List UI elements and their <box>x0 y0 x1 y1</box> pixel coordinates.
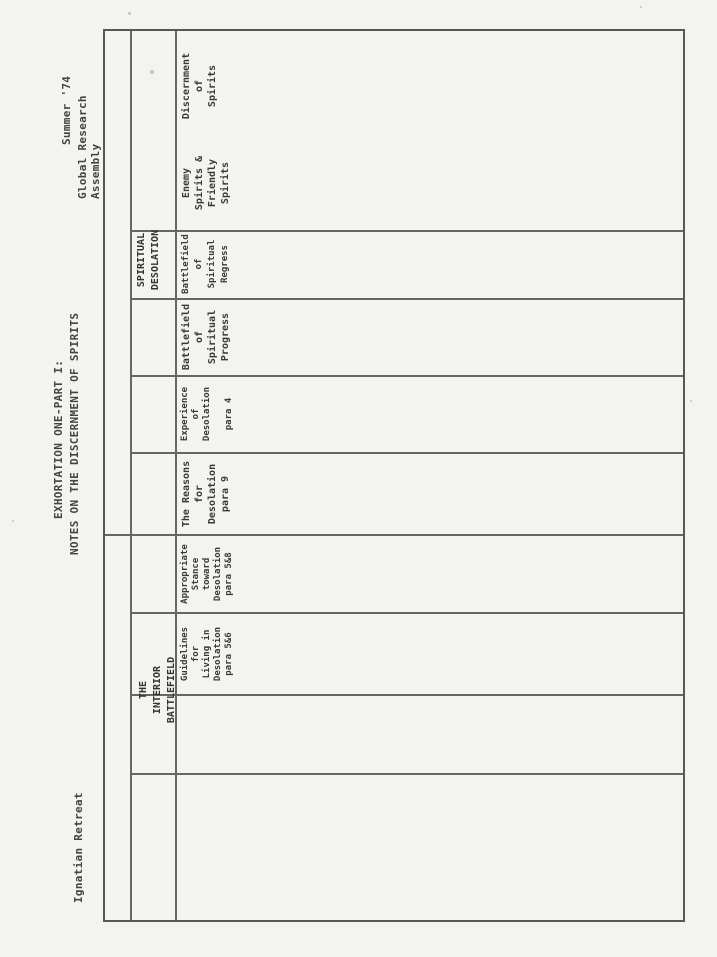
topic-stance: Appropriate Stance toward Desolation para 5&8 <box>180 544 234 604</box>
row-divider <box>130 453 683 455</box>
section-spiritual-desolation: SPIRITUAL DESOLATION <box>136 229 161 291</box>
topic-reasons: The Reasons for Desolation para 9 <box>181 460 231 528</box>
row-divider <box>130 299 683 301</box>
topic-progress: Battlefield of Spiritual Progress <box>181 303 231 371</box>
topic-experience: Experience of Desolation para 4 <box>180 386 234 442</box>
retreat-name: Ignatian Retreat <box>72 792 85 903</box>
session-date: Summer '74 <box>60 75 73 145</box>
row-divider <box>130 695 683 697</box>
exhortation-title: EXHORTATION ONE-PART I: <box>52 359 65 519</box>
topic-enemy-friendly: Enemy Spirits & Friendly Spirits <box>181 155 231 211</box>
topic-guidelines: Guidelines for Living in Desolation para 5&6 <box>180 626 234 682</box>
topic-regress: Battlefield of Spiritual Regress <box>181 234 230 294</box>
row-divider <box>130 376 683 378</box>
organization: Global Research Assembly <box>76 95 102 199</box>
exhortation-subtitle: NOTES ON THE DISCERNMENT OF SPIRITS <box>68 312 81 555</box>
discernment-table <box>103 29 685 922</box>
column-divider-topic <box>130 31 132 920</box>
document-header <box>0 37 110 917</box>
row-divider <box>130 774 683 776</box>
row-divider <box>130 613 683 615</box>
topic-discernment: Discernment of Spirits <box>181 52 218 120</box>
section-interior-battlefield: THE INTERIOR BATTLEFIELD <box>138 656 177 724</box>
